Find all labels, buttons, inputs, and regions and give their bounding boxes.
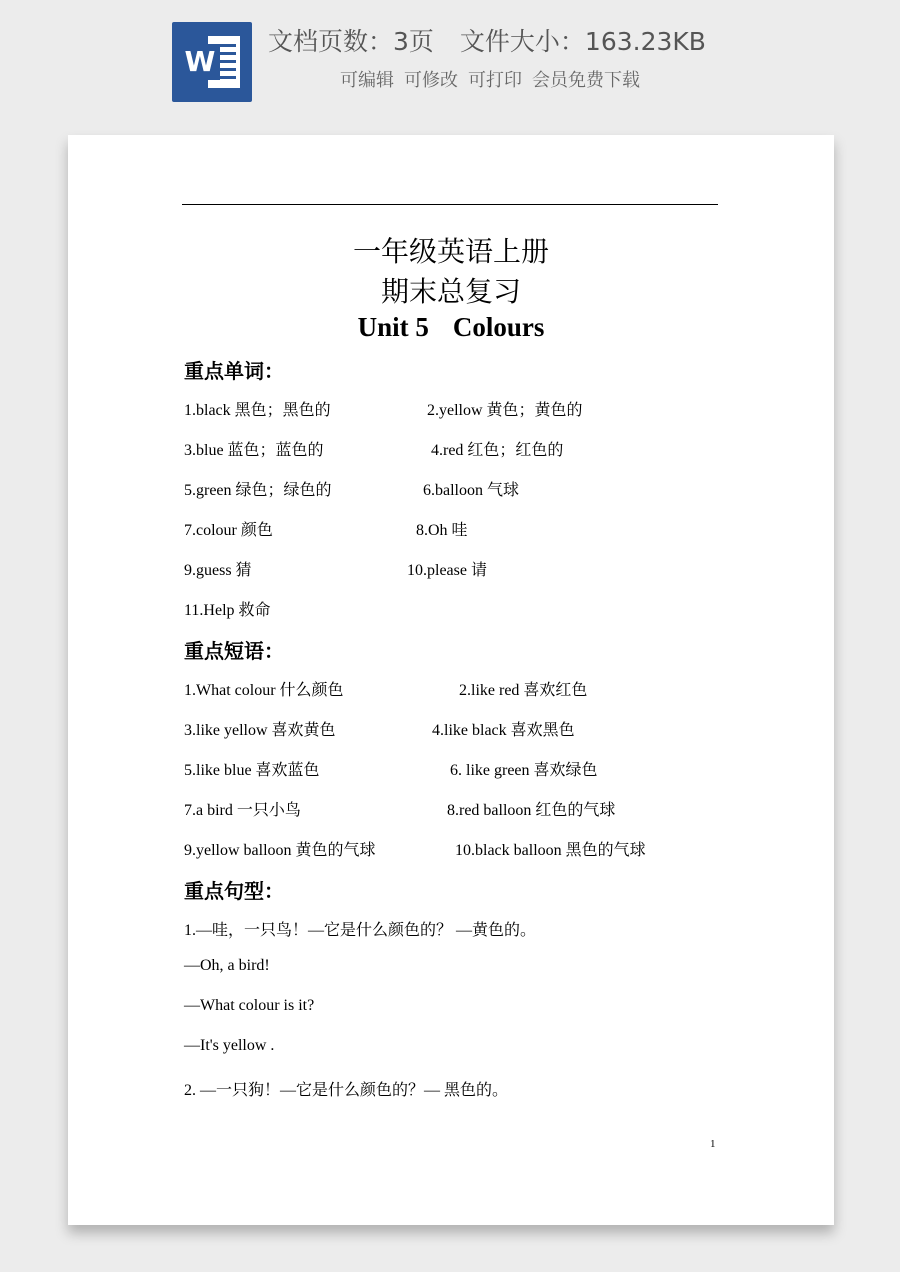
word-document-icon — [172, 22, 252, 102]
phrase-item: 4.like black 喜欢黑色 — [432, 722, 575, 739]
page-count: 文档页数：3页 — [268, 27, 434, 56]
feature-free-download: 会员免费下载 — [532, 70, 640, 91]
phrases-heading: 重点短语： — [184, 639, 284, 663]
word-item: 4.red 红色；红色的 — [431, 442, 564, 459]
phrase-item: 1.What colour 什么颜色 — [184, 682, 344, 699]
phrase-item: 5.like blue 喜欢蓝色 — [184, 762, 320, 779]
page-number: 1 — [710, 1138, 716, 1150]
word-letter: W — [180, 44, 220, 80]
word-item: 5.green 绿色；绿色的 — [184, 482, 332, 499]
word-item: 8.Oh 哇 — [416, 522, 468, 539]
document-page — [68, 135, 834, 1225]
phrase-item: 9.yellow balloon 黄色的气球 — [184, 842, 376, 859]
document-title: 一年级英语上册 — [352, 235, 549, 268]
phrase-item: 8.red balloon 红色的气球 — [447, 802, 616, 819]
word-item: 6.balloon 气球 — [423, 482, 519, 499]
header — [0, 0, 900, 125]
unit-name: Colours — [452, 312, 545, 342]
phrase-item: 10.black balloon 黑色的气球 — [455, 842, 646, 859]
word-item: 7.colour 颜色 — [184, 522, 273, 539]
document-subtitle: 期末总复习 — [380, 275, 521, 308]
sentence-item: 2. —一只狗！—它是什么颜色的？— 黑色的。 — [184, 1082, 509, 1099]
unit-number: Unit 5 — [357, 312, 429, 342]
sentence-item: —It's yellow . — [184, 1037, 275, 1054]
feature-editable: 可编辑 — [340, 70, 394, 91]
word-item: 3.blue 蓝色；蓝色的 — [184, 442, 324, 459]
sentence-item: —What colour is it? — [184, 997, 315, 1014]
header-rule — [182, 204, 718, 205]
feature-list — [340, 66, 650, 92]
file-size: 文件大小：163.23KB — [459, 27, 706, 56]
word-item: 9.guess 猜 — [184, 562, 252, 579]
sentences-heading: 重点句型： — [184, 879, 284, 903]
sentence-item: 1.—哇，一只鸟！—它是什么颜色的？ —黄色的。 — [184, 922, 537, 939]
word-item: 10.please 请 — [407, 562, 487, 579]
phrase-item: 2.like red 喜欢红色 — [459, 682, 588, 699]
word-item: 11.Help 救命 — [184, 602, 271, 619]
sentence-item: —Oh, a bird! — [184, 957, 270, 974]
file-info — [268, 22, 768, 58]
phrase-item: 3.like yellow 喜欢黄色 — [184, 722, 336, 739]
word-item: 1.black 黑色；黑色的 — [184, 402, 331, 419]
phrase-item: 7.a bird 一只小鸟 — [184, 802, 301, 819]
word-item: 2.yellow 黄色；黄色的 — [427, 402, 583, 419]
feature-modifiable: 可修改 — [404, 70, 458, 91]
phrase-item: 6. like green 喜欢绿色 — [450, 762, 598, 779]
words-heading: 重点单词： — [184, 359, 284, 383]
feature-printable: 可打印 — [468, 70, 522, 91]
unit-heading — [68, 312, 834, 343]
